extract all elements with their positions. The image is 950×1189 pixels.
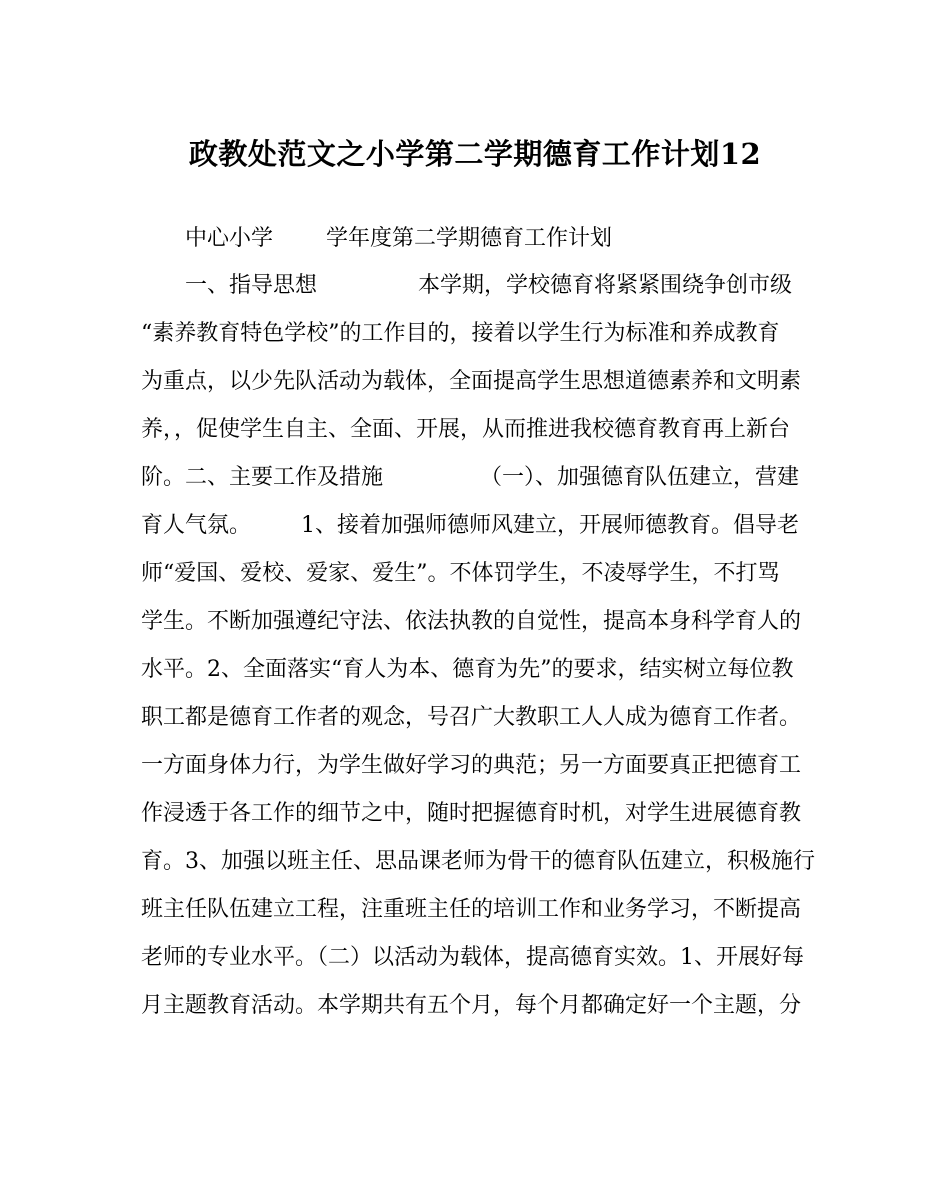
paragraph-line: “素养教育特色学校”的工作目的，接着以学生行为标准和养成教育 (141, 321, 780, 346)
paragraph-line: 作浸透于各工作的细节之中，随时把握德育时机，对学生进展德育教 (141, 801, 802, 826)
paragraph-line: 师“爱国、爱校、爱家、爱生”。不体罚学生，不凌辱学生，不打骂 (141, 561, 780, 586)
paragraph-line: 为重点，以少先队活动为载体，全面提高学生思想道德素养和文明素 (141, 369, 802, 394)
subsection-heading: （一）、加强德育队伍建立，营建 (480, 465, 800, 490)
paragraph-line: 月主题教育活动。本学期共有五个月，每个月都确定好一个主题，分 (141, 993, 802, 1018)
subtitle-school: 中心小学 (185, 226, 274, 251)
paragraph-line: 水平。2、全面落实“育人为本、德育为先”的要求，结实树立每位教 (141, 657, 794, 682)
paragraph-line: 学生。不断加强遵纪守法、依法执教的自觉性，提高本身科学育人的 (141, 609, 802, 634)
paragraph-line: 班主任队伍建立工程，注重班主任的培训工作和业务学习，不断提高 (141, 897, 802, 922)
document-title: 政教处范文之小学第二学期德育工作计划12 (188, 137, 762, 171)
paragraph-text: 育人气氛。 (141, 513, 252, 538)
paragraph-text: 本学期，学校德育将紧紧围绕争创市级 (418, 273, 793, 298)
paragraph-line: 老师的专业水平。（二）以活动为载体，提高德育实效。1、开展好每 (141, 945, 804, 970)
section-heading-guiding: 一、指导思想 (185, 273, 318, 298)
paragraph-line: 一方面身体力行，为学生做好学习的典范；另一方面要真正把德育工 (141, 753, 802, 778)
paragraph-text: 1、接着加强师德师风建立，开展师德教育。倡导老 (301, 513, 799, 538)
paragraph-line: 养，，促使学生自主、全面、开展，从而推进我校德育教育再上新台 (141, 417, 791, 442)
subtitle-plan: 学年度第二学期德育工作计划 (326, 226, 613, 251)
paragraph-line: 职工都是德育工作者的观念，号召广大教职工人人成为德育工作者。 (141, 705, 802, 730)
paragraph-line: 育。3、加强以班主任、思品课老师为骨干的德育队伍建立，积极施行 (141, 849, 815, 874)
section-heading-main-work: 阶。二、主要工作及措施 (141, 465, 384, 490)
